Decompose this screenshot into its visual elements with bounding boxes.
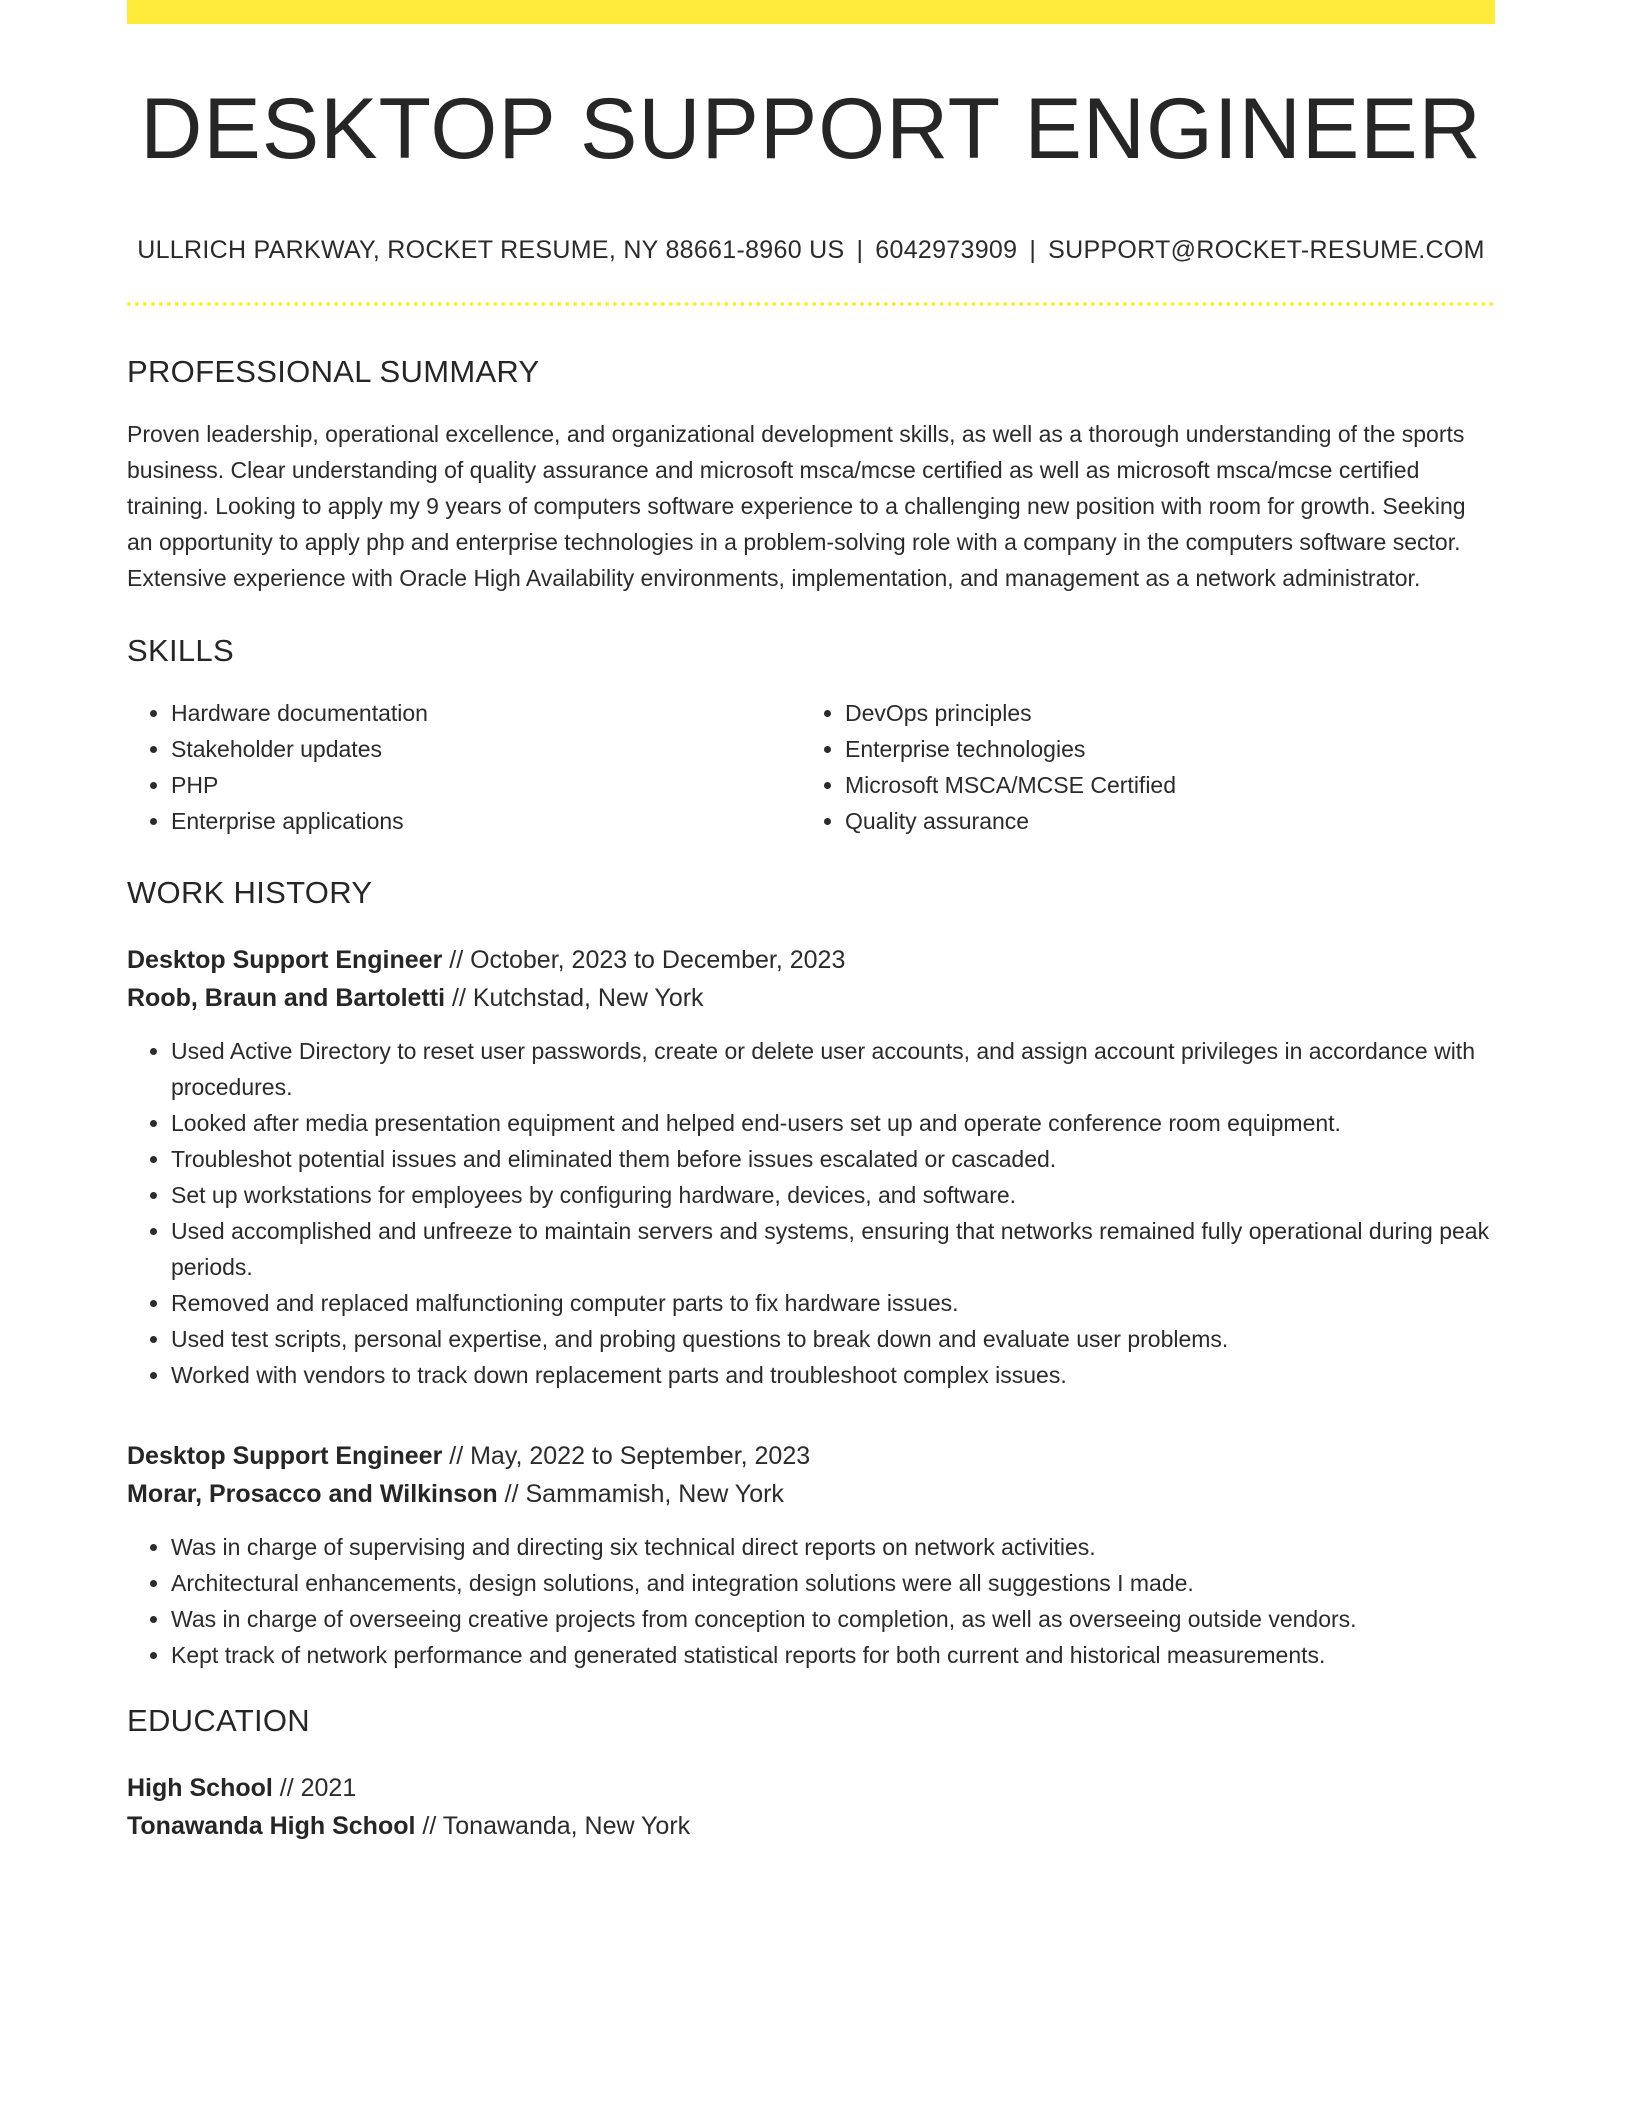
contact-phone: 6042973909 (875, 236, 1018, 264)
job-bullet: • Used accomplished and unfreeze to maintain servers and systems, ensuring that networks remained fully operational during peak periods. (171, 1213, 1495, 1285)
job-location: // Sammamish, New York (504, 1480, 784, 1508)
skill-item: • Enterprise applications (171, 803, 801, 839)
skill-item: • Quality assurance (845, 803, 1475, 839)
job-bullets (127, 1033, 1495, 1393)
skill-item: • Hardware documentation (171, 695, 801, 731)
skills-column-left (127, 695, 801, 839)
education-degree-line (127, 1769, 1495, 1807)
job-bullet: • Worked with vendors to track down replacement parts and troubleshoot complex issues. (171, 1357, 1495, 1393)
summary-heading: PROFESSIONAL SUMMARY (127, 354, 540, 389)
job-entry (127, 941, 1495, 1393)
education-year: // 2021 (279, 1774, 357, 1802)
skills-column-right (801, 695, 1475, 839)
job-bullet: • Architectural enhancements, design solutions, and integration solutions were all suggestions I made. (171, 1565, 1495, 1601)
job-title-line (127, 1437, 1495, 1475)
job-bullet: • Kept track of network performance and generated statistical reports for both current and historical measurements. (171, 1637, 1495, 1673)
skill-item: • Enterprise technologies (845, 731, 1475, 767)
job-title-line (127, 941, 1495, 979)
job-bullet: • Was in charge of overseeing creative projects from conception to completion, as well as overseeing outside vendors. (171, 1601, 1495, 1637)
job-location: // Kutchstad, New York (452, 984, 704, 1012)
skill-item: • Stakeholder updates (171, 731, 801, 767)
education-heading: EDUCATION (127, 1703, 310, 1738)
education-school-line (127, 1807, 1495, 1845)
job-bullet: • Set up workstations for employees by configuring hardware, devices, and software. (171, 1177, 1495, 1213)
job-entry (127, 1437, 1495, 1673)
job-company: Roob, Braun and Bartoletti (127, 984, 446, 1012)
education-school: Tonawanda High School (127, 1812, 416, 1840)
summary-text: Proven leadership, operational excellence, and organizational development skills, as well as a thorough understanding of the sports business. Clear understanding of quality assurance and microsoft msca/mcse certified as well as microsoft msca/mcse certified training. Looking to apply my 9 years of computers software experience to a challenging new position with room for growth. Seeking an opportunity to apply php and enterprise technologies in a problem-solving role with a company in the computers software sector. Extensive experience with Oracle High Availability environments, implementation, and management as a network administrator. (127, 421, 1466, 591)
job-bullets (127, 1529, 1495, 1673)
contact-email: SUPPORT@ROCKET-RESUME.COM (1048, 236, 1485, 264)
job-bullet: • Used Active Directory to reset user passwords, create or delete user accounts, and assign account privileges in accordance with procedures. (171, 1033, 1495, 1105)
job-company-line (127, 979, 1495, 1017)
resume-title: DESKTOP SUPPORT ENGINEER (140, 81, 1482, 177)
job-title: Desktop Support Engineer (127, 1442, 443, 1470)
job-company: Morar, Prosacco and Wilkinson (127, 1480, 498, 1508)
contact-separator: | (1029, 236, 1037, 264)
contact-line (127, 236, 1495, 265)
work-history-heading: WORK HISTORY (127, 875, 373, 910)
accent-top-bar (127, 0, 1495, 24)
contact-address: ULLRICH PARKWAY, ROCKET RESUME, NY 88661-8960 US (137, 236, 845, 264)
job-company-line (127, 1475, 1495, 1513)
education-degree: High School (127, 1774, 273, 1802)
job-title: Desktop Support Engineer (127, 946, 443, 974)
education-location: // Tonawanda, New York (422, 1812, 691, 1840)
skills-grid (127, 695, 1495, 839)
skill-item: • DevOps principles (845, 695, 1475, 731)
job-bullet: • Troubleshot potential issues and eliminated them before issues escalated or cascaded. (171, 1141, 1495, 1177)
job-bullet: • Looked after media presentation equipment and helped end-users set up and operate conference room equipment. (171, 1105, 1495, 1141)
job-bullet: • Was in charge of supervising and directing six technical direct reports on network activities. (171, 1529, 1495, 1565)
dotted-divider (127, 302, 1495, 306)
skill-item: • PHP (171, 767, 801, 803)
resume-page (127, 0, 1495, 1845)
skill-item: • Microsoft MSCA/MCSE Certified (845, 767, 1475, 803)
job-dates: // May, 2022 to September, 2023 (449, 1442, 811, 1470)
job-bullet: • Removed and replaced malfunctioning computer parts to fix hardware issues. (171, 1285, 1495, 1321)
skills-heading: SKILLS (127, 633, 234, 668)
education-entry (127, 1769, 1495, 1845)
job-bullet: • Used test scripts, personal expertise, and probing questions to break down and evaluate user problems. (171, 1321, 1495, 1357)
contact-separator: | (856, 236, 864, 264)
job-dates: // October, 2023 to December, 2023 (449, 946, 846, 974)
